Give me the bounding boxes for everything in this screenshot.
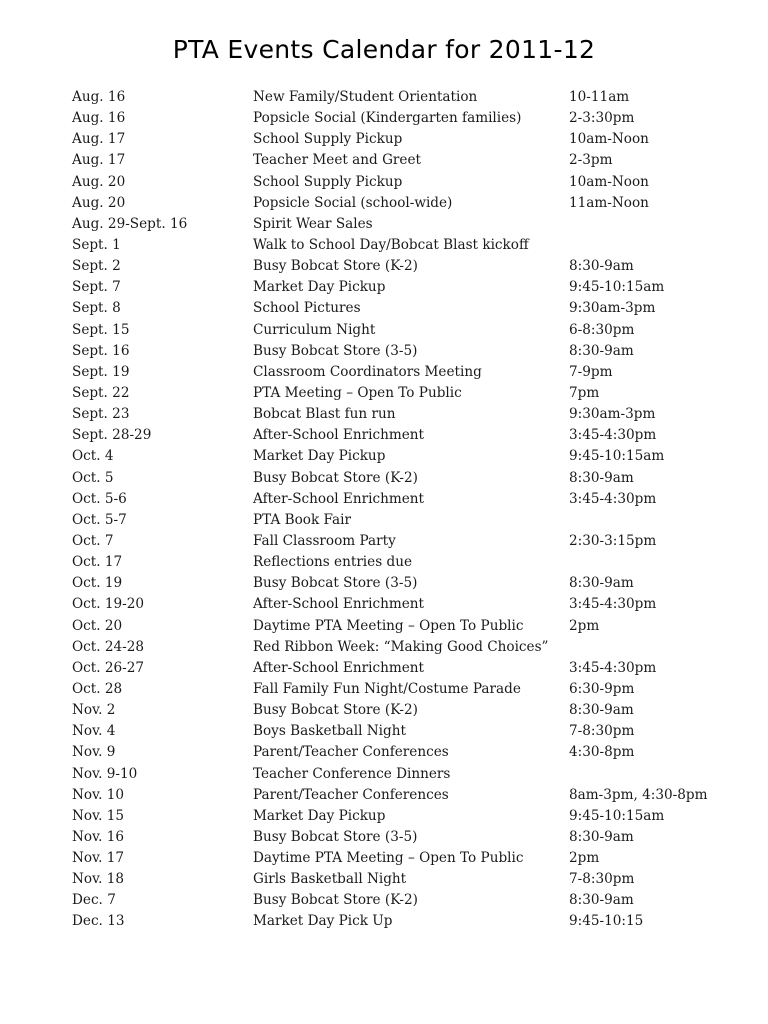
event-row [72,531,732,552]
event-time: 8:30-9am [569,342,634,359]
event-name: Daytime PTA Meeting – Open To Public [253,617,524,634]
event-name: Curriculum Night [253,321,376,338]
event-row [72,721,732,742]
event-row [72,827,732,848]
event-time: 2:30-3:15pm [569,532,657,549]
event-date: Nov. 17 [72,850,125,867]
event-time: 10am-Noon [569,131,649,148]
event-name: Busy Bobcat Store (K-2) [253,469,418,486]
event-name: After-School Enrichment [253,490,424,507]
event-date: Oct. 5-6 [72,490,127,507]
event-name: New Family/Student Orientation [253,89,478,105]
event-time: 3:45-4:30pm [569,427,657,444]
event-time: 11am-Noon [569,194,649,211]
event-name: Busy Bobcat Store (K-2) [253,892,418,909]
event-name: Fall Classroom Party [253,532,396,549]
event-date: Sept. 15 [72,321,130,338]
event-date: Oct. 19 [72,575,123,592]
event-date: Aug. 16 [72,110,126,127]
event-date: Oct. 4 [72,448,114,465]
event-name: After-School Enrichment [253,596,424,613]
event-row [72,594,732,615]
event-date: Aug. 20 [72,194,126,211]
event-row [72,108,732,129]
event-time: 3:45-4:30pm [569,490,657,507]
event-row [72,806,732,827]
event-name: Busy Bobcat Store (K-2) [253,258,418,275]
event-name: Classroom Coordinators Meeting [253,363,482,380]
event-date: Oct. 26-27 [72,659,145,676]
event-name: After-School Enrichment [253,427,424,444]
event-date: Sept. 19 [72,363,130,380]
event-name: After-School Enrichment [253,659,424,676]
event-row [72,700,732,721]
event-name: Walk to School Day/Bobcat Blast kickoff [253,236,529,253]
event-row [72,848,732,869]
event-time: 7-8:30pm [569,723,635,740]
event-date: Nov. 4 [72,723,116,740]
event-name: Busy Bobcat Store (3-5) [253,575,418,592]
event-row [72,911,732,932]
event-name: Reflections entries due [253,554,413,571]
event-row [72,658,732,679]
event-name: Girls Basketball Night [253,871,407,888]
event-row [72,616,732,637]
event-date: Aug. 17 [72,152,126,169]
event-date: Dec. 13 [72,913,125,930]
event-row [72,764,732,785]
event-date: Sept. 2 [72,258,121,275]
event-date: Nov. 9 [72,744,116,761]
event-date: Sept. 7 [72,279,121,296]
event-date: Oct. 28 [72,680,123,697]
event-row [72,890,732,911]
event-name: Parent/Teacher Conferences [253,744,449,761]
event-date: Oct. 17 [72,554,123,571]
event-time: 2pm [569,850,600,867]
event-time: 10-11am [569,89,630,105]
event-time: 8:30-9am [569,575,634,592]
event-name: Busy Bobcat Store (K-2) [253,702,418,719]
event-date: Oct. 20 [72,617,123,634]
event-date: Aug. 20 [72,173,126,190]
event-time: 8:30-9am [569,892,634,909]
event-date: Aug. 29-Sept. 16 [72,215,188,232]
event-row [72,425,732,446]
event-row [72,742,732,763]
event-time: 8:30-9am [569,828,634,845]
event-date: Nov. 15 [72,807,125,824]
event-row [72,468,732,489]
event-date: Oct. 7 [72,532,114,549]
event-name: Market Day Pickup [253,807,386,824]
event-row [72,510,732,531]
event-name: Popsicle Social (Kindergarten families) [253,110,522,127]
event-name: Teacher Meet and Greet [253,152,421,169]
event-name: Parent/Teacher Conferences [253,786,449,803]
event-name: PTA Book Fair [253,511,351,528]
event-name: Red Ribbon Week: “Making Good Choices” [253,638,549,655]
event-name: Market Day Pick Up [253,913,393,930]
event-row [72,362,732,383]
event-time: 4:30-8pm [569,744,635,761]
event-time: 7-9pm [569,363,613,380]
event-row [72,214,732,235]
event-date: Dec. 7 [72,892,116,909]
event-date: Oct. 5-7 [72,511,127,528]
event-date: Oct. 24-28 [72,638,145,655]
event-date: Sept. 8 [72,300,121,317]
event-name: Fall Family Fun Night/Costume Parade [253,680,521,697]
event-name: Busy Bobcat Store (3-5) [253,828,418,845]
event-name: Boys Basketball Night [253,723,406,740]
event-row [72,679,732,700]
event-row [72,341,732,362]
event-time: 2-3:30pm [569,110,635,127]
event-date: Sept. 16 [72,342,130,359]
events-table [72,87,732,933]
event-row [72,404,732,425]
event-name: School Supply Pickup [253,173,403,190]
event-date: Aug. 17 [72,131,126,148]
event-time: 2-3pm [569,152,613,169]
event-time: 9:30am-3pm [569,406,656,423]
event-time: 3:45-4:30pm [569,596,657,613]
event-row [72,637,732,658]
event-time: 9:45-10:15 [569,913,644,930]
event-row [72,552,732,573]
event-time: 8:30-9am [569,702,634,719]
event-row [72,298,732,319]
event-name: Market Day Pickup [253,279,386,296]
event-date: Nov. 2 [72,702,116,719]
event-time: 3:45-4:30pm [569,659,657,676]
event-time: 7-8:30pm [569,871,635,888]
event-row [72,172,732,193]
event-name: Bobcat Blast fun run [253,406,396,423]
event-row [72,193,732,214]
event-row [72,150,732,171]
event-date: Sept. 1 [72,236,121,253]
event-time: 9:45-10:15am [569,807,665,824]
event-time: 6-8:30pm [569,321,635,338]
event-time: 9:45-10:15am [569,448,665,465]
event-name: Spirit Wear Sales [253,215,373,232]
event-date: Nov. 18 [72,871,125,888]
event-row [72,489,732,510]
page-title: PTA Events Calendar for 2011-12 [172,35,596,64]
event-time: 2pm [569,617,600,634]
event-name: School Supply Pickup [253,131,403,148]
event-row [72,869,732,890]
event-time: 8:30-9am [569,258,634,275]
event-name: Teacher Conference Dinners [253,765,451,782]
event-date: Sept. 22 [72,384,130,401]
event-time: 8am-3pm, 4:30-8pm [569,786,708,803]
event-row [72,383,732,404]
event-row [72,277,732,298]
event-date: Oct. 19-20 [72,596,145,613]
event-date: Sept. 28-29 [72,427,152,444]
event-date: Nov. 10 [72,786,125,803]
event-date: Oct. 5 [72,469,114,486]
event-name: Busy Bobcat Store (3-5) [253,342,418,359]
event-time: 9:30am-3pm [569,300,656,317]
event-time: 6:30-9pm [569,680,635,697]
event-date: Nov. 16 [72,828,125,845]
event-name: Daytime PTA Meeting – Open To Public [253,850,524,867]
event-row [72,446,732,467]
event-row [72,256,732,277]
event-name: Market Day Pickup [253,448,386,465]
event-time: 8:30-9am [569,469,634,486]
event-name: PTA Meeting – Open To Public [253,384,462,401]
event-row [72,573,732,594]
event-time: 7pm [569,384,600,401]
event-name: Popsicle Social (school-wide) [253,194,453,211]
event-time: 9:45-10:15am [569,279,665,296]
event-row [72,87,732,108]
event-date: Sept. 23 [72,406,130,423]
event-row [72,129,732,150]
event-time: 10am-Noon [569,173,649,190]
event-row [72,235,732,256]
event-row [72,785,732,806]
event-name: School Pictures [253,300,361,317]
event-row [72,320,732,341]
event-date: Aug. 16 [72,89,126,105]
event-date: Nov. 9-10 [72,765,138,782]
